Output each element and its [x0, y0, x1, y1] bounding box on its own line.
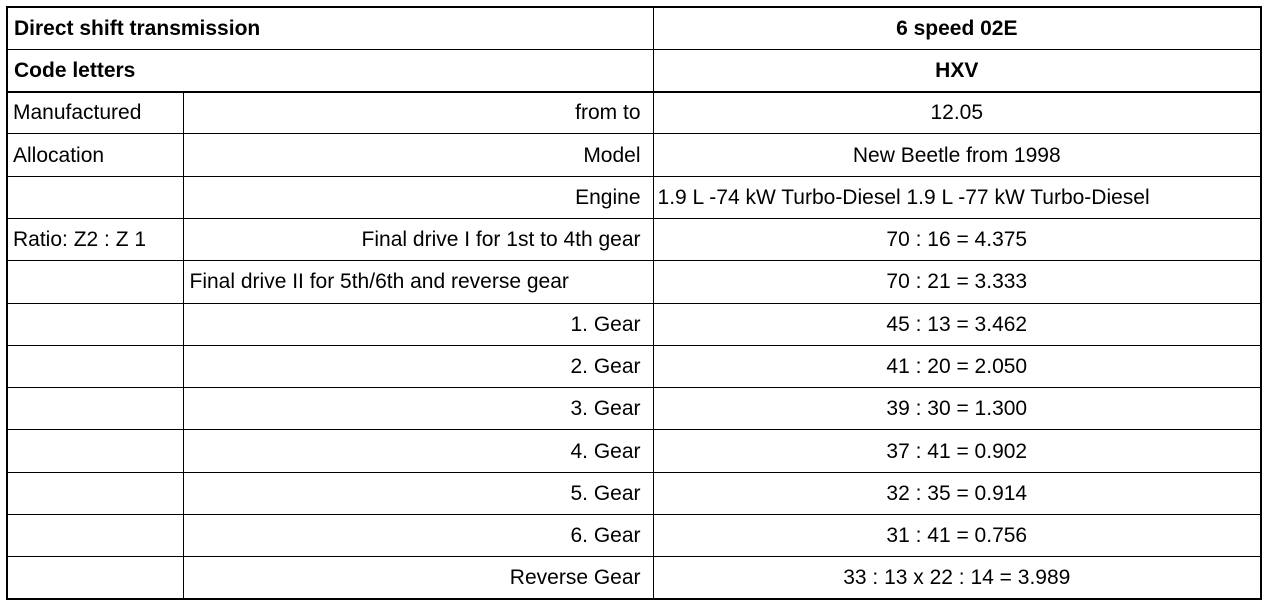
row-value: 12.05: [653, 92, 1261, 134]
row-category: [7, 515, 183, 557]
row-category: [7, 557, 183, 599]
row-param: Engine: [183, 176, 653, 218]
row-param: Model: [183, 134, 653, 176]
title-value: 6 speed 02E: [653, 7, 1261, 49]
row-value: 39 : 30 = 1.300: [653, 388, 1261, 430]
code-letters-label: Code letters: [7, 49, 653, 91]
row-category: Allocation: [7, 134, 183, 176]
table-row: [7, 303, 1261, 345]
row-value: 37 : 41 = 0.902: [653, 430, 1261, 472]
table-row: [7, 430, 1261, 472]
row-value: New Beetle from 1998: [653, 134, 1261, 176]
table-row: [7, 515, 1261, 557]
row-category: [7, 388, 183, 430]
header-row-code: [7, 49, 1261, 91]
row-category: Manufactured: [7, 92, 183, 134]
row-param: Final drive I for 1st to 4th gear: [183, 218, 653, 260]
row-value: 45 : 13 = 3.462: [653, 303, 1261, 345]
code-letters-value: HXV: [653, 49, 1261, 91]
row-param: 3. Gear: [183, 388, 653, 430]
row-value: 70 : 16 = 4.375: [653, 218, 1261, 260]
row-param: Reverse Gear: [183, 557, 653, 599]
row-category: [7, 176, 183, 218]
row-param: 1. Gear: [183, 303, 653, 345]
row-param: 4. Gear: [183, 430, 653, 472]
transmission-spec-table: [6, 6, 1262, 600]
table-row: [7, 261, 1261, 303]
row-param: from to: [183, 92, 653, 134]
table-row: [7, 218, 1261, 260]
row-value: 41 : 20 = 2.050: [653, 345, 1261, 387]
row-param: 5. Gear: [183, 472, 653, 514]
row-category: [7, 430, 183, 472]
row-value: 31 : 41 = 0.756: [653, 515, 1261, 557]
table-row: [7, 345, 1261, 387]
table-row: [7, 134, 1261, 176]
row-value: 70 : 21 = 3.333: [653, 261, 1261, 303]
row-value: 32 : 35 = 0.914: [653, 472, 1261, 514]
row-value: 33 : 13 x 22 : 14 = 3.989: [653, 557, 1261, 599]
row-value: 1.9 L -74 kW Turbo-Diesel 1.9 L -77 kW Turbo-Diesel: [653, 176, 1261, 218]
table-row: [7, 176, 1261, 218]
row-category: [7, 261, 183, 303]
row-category: [7, 472, 183, 514]
row-param: Final drive II for 5th/6th and reverse gear: [183, 261, 653, 303]
table-row: [7, 472, 1261, 514]
table-row: [7, 388, 1261, 430]
row-category: Ratio: Z2 : Z 1: [7, 218, 183, 260]
row-param: 2. Gear: [183, 345, 653, 387]
header-row-title: [7, 7, 1261, 49]
row-category: [7, 303, 183, 345]
title-label: Direct shift transmission: [7, 7, 653, 49]
table-row: [7, 557, 1261, 599]
row-param: 6. Gear: [183, 515, 653, 557]
row-category: [7, 345, 183, 387]
table-row: [7, 92, 1261, 134]
